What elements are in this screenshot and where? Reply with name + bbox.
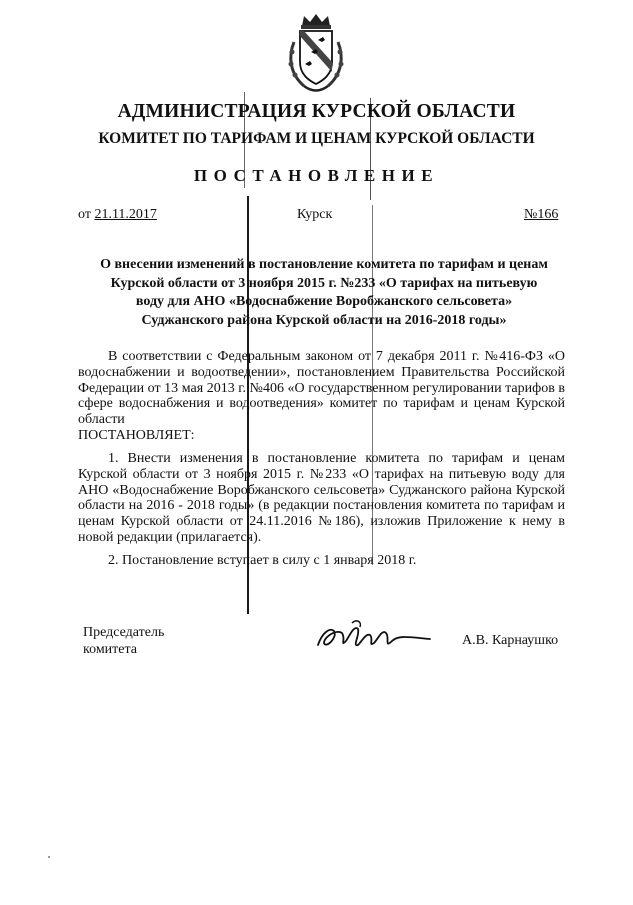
signatory-role bbox=[83, 624, 164, 658]
signatory-name: А.В. Карнаушко bbox=[462, 633, 559, 648]
preamble-paragraph: В соответствии с Федеральным законом от 7 декабря 2011 г. №416-ФЗ «О водоснабжении и водоотведении», постановлением Правительства Российской Федерации от 13 мая 2013 г. №406 «О государственном регулировании тарифов в сфере водоснабжения и водоотведения» комитет по тарифам и ценам Курской области bbox=[78, 349, 565, 428]
item-2-paragraph: 2. Постановление вступает в силу с 1 января 2018 г. bbox=[108, 553, 417, 568]
document-number: №166 bbox=[524, 207, 559, 222]
org-title: АДМИНИСТРАЦИЯ КУРСКОЙ ОБЛАСТИ bbox=[117, 101, 516, 122]
document-date bbox=[78, 207, 157, 223]
resolve-line: ПОСТАНОВЛЯЕТ: bbox=[78, 427, 195, 443]
title-line: О внесении изменений в постановление комитета по тарифам и ценам bbox=[100, 257, 548, 272]
role-line: комитета bbox=[83, 642, 138, 657]
title-line: воду для АНО «Водоснабжение Воробжанского сельсовета» bbox=[135, 294, 513, 309]
document-title bbox=[78, 256, 570, 330]
role-line: Председатель bbox=[83, 625, 165, 640]
kursk-coat-of-arms-icon bbox=[286, 12, 346, 94]
committee-title: КОМИТЕТ ПО ТАРИФАМ И ЦЕНАМ КУРСКОЙ ОБЛАСТИ bbox=[98, 130, 535, 147]
date-value: 21.11.2017 bbox=[94, 207, 157, 222]
document-type: ПОСТАНОВЛЕНИЕ bbox=[193, 166, 440, 185]
preamble-block bbox=[78, 349, 565, 444]
title-line: Курской области от 3 ноября 2015 г. №233 «О тарифах на питьевую bbox=[110, 275, 538, 291]
item-1-block bbox=[78, 451, 565, 546]
date-prefix: от bbox=[78, 207, 91, 222]
item-1-paragraph: 1. Внести изменения в постановление комитета по тарифам и ценам Курской области от 3 ноября 2015 г. №233 «О тарифах на питьевую воду для АНО «Водоснабжение Воробжанского сельсовета» Суджанского района Курской области на 2016 - 2018 годы» (в редакции постановления комитета по тарифам и ценам Курской области от 24.11.2016 №186), изложив Приложение к нему в новой редакции (прилагается). bbox=[78, 451, 565, 545]
scan-speck bbox=[48, 856, 50, 858]
title-line: Суджанского района Курской области на 2016-2018 годы» bbox=[141, 312, 507, 328]
document-city: Курск bbox=[297, 207, 333, 222]
handwritten-signature-icon bbox=[312, 615, 434, 659]
item-2-block bbox=[78, 553, 565, 569]
